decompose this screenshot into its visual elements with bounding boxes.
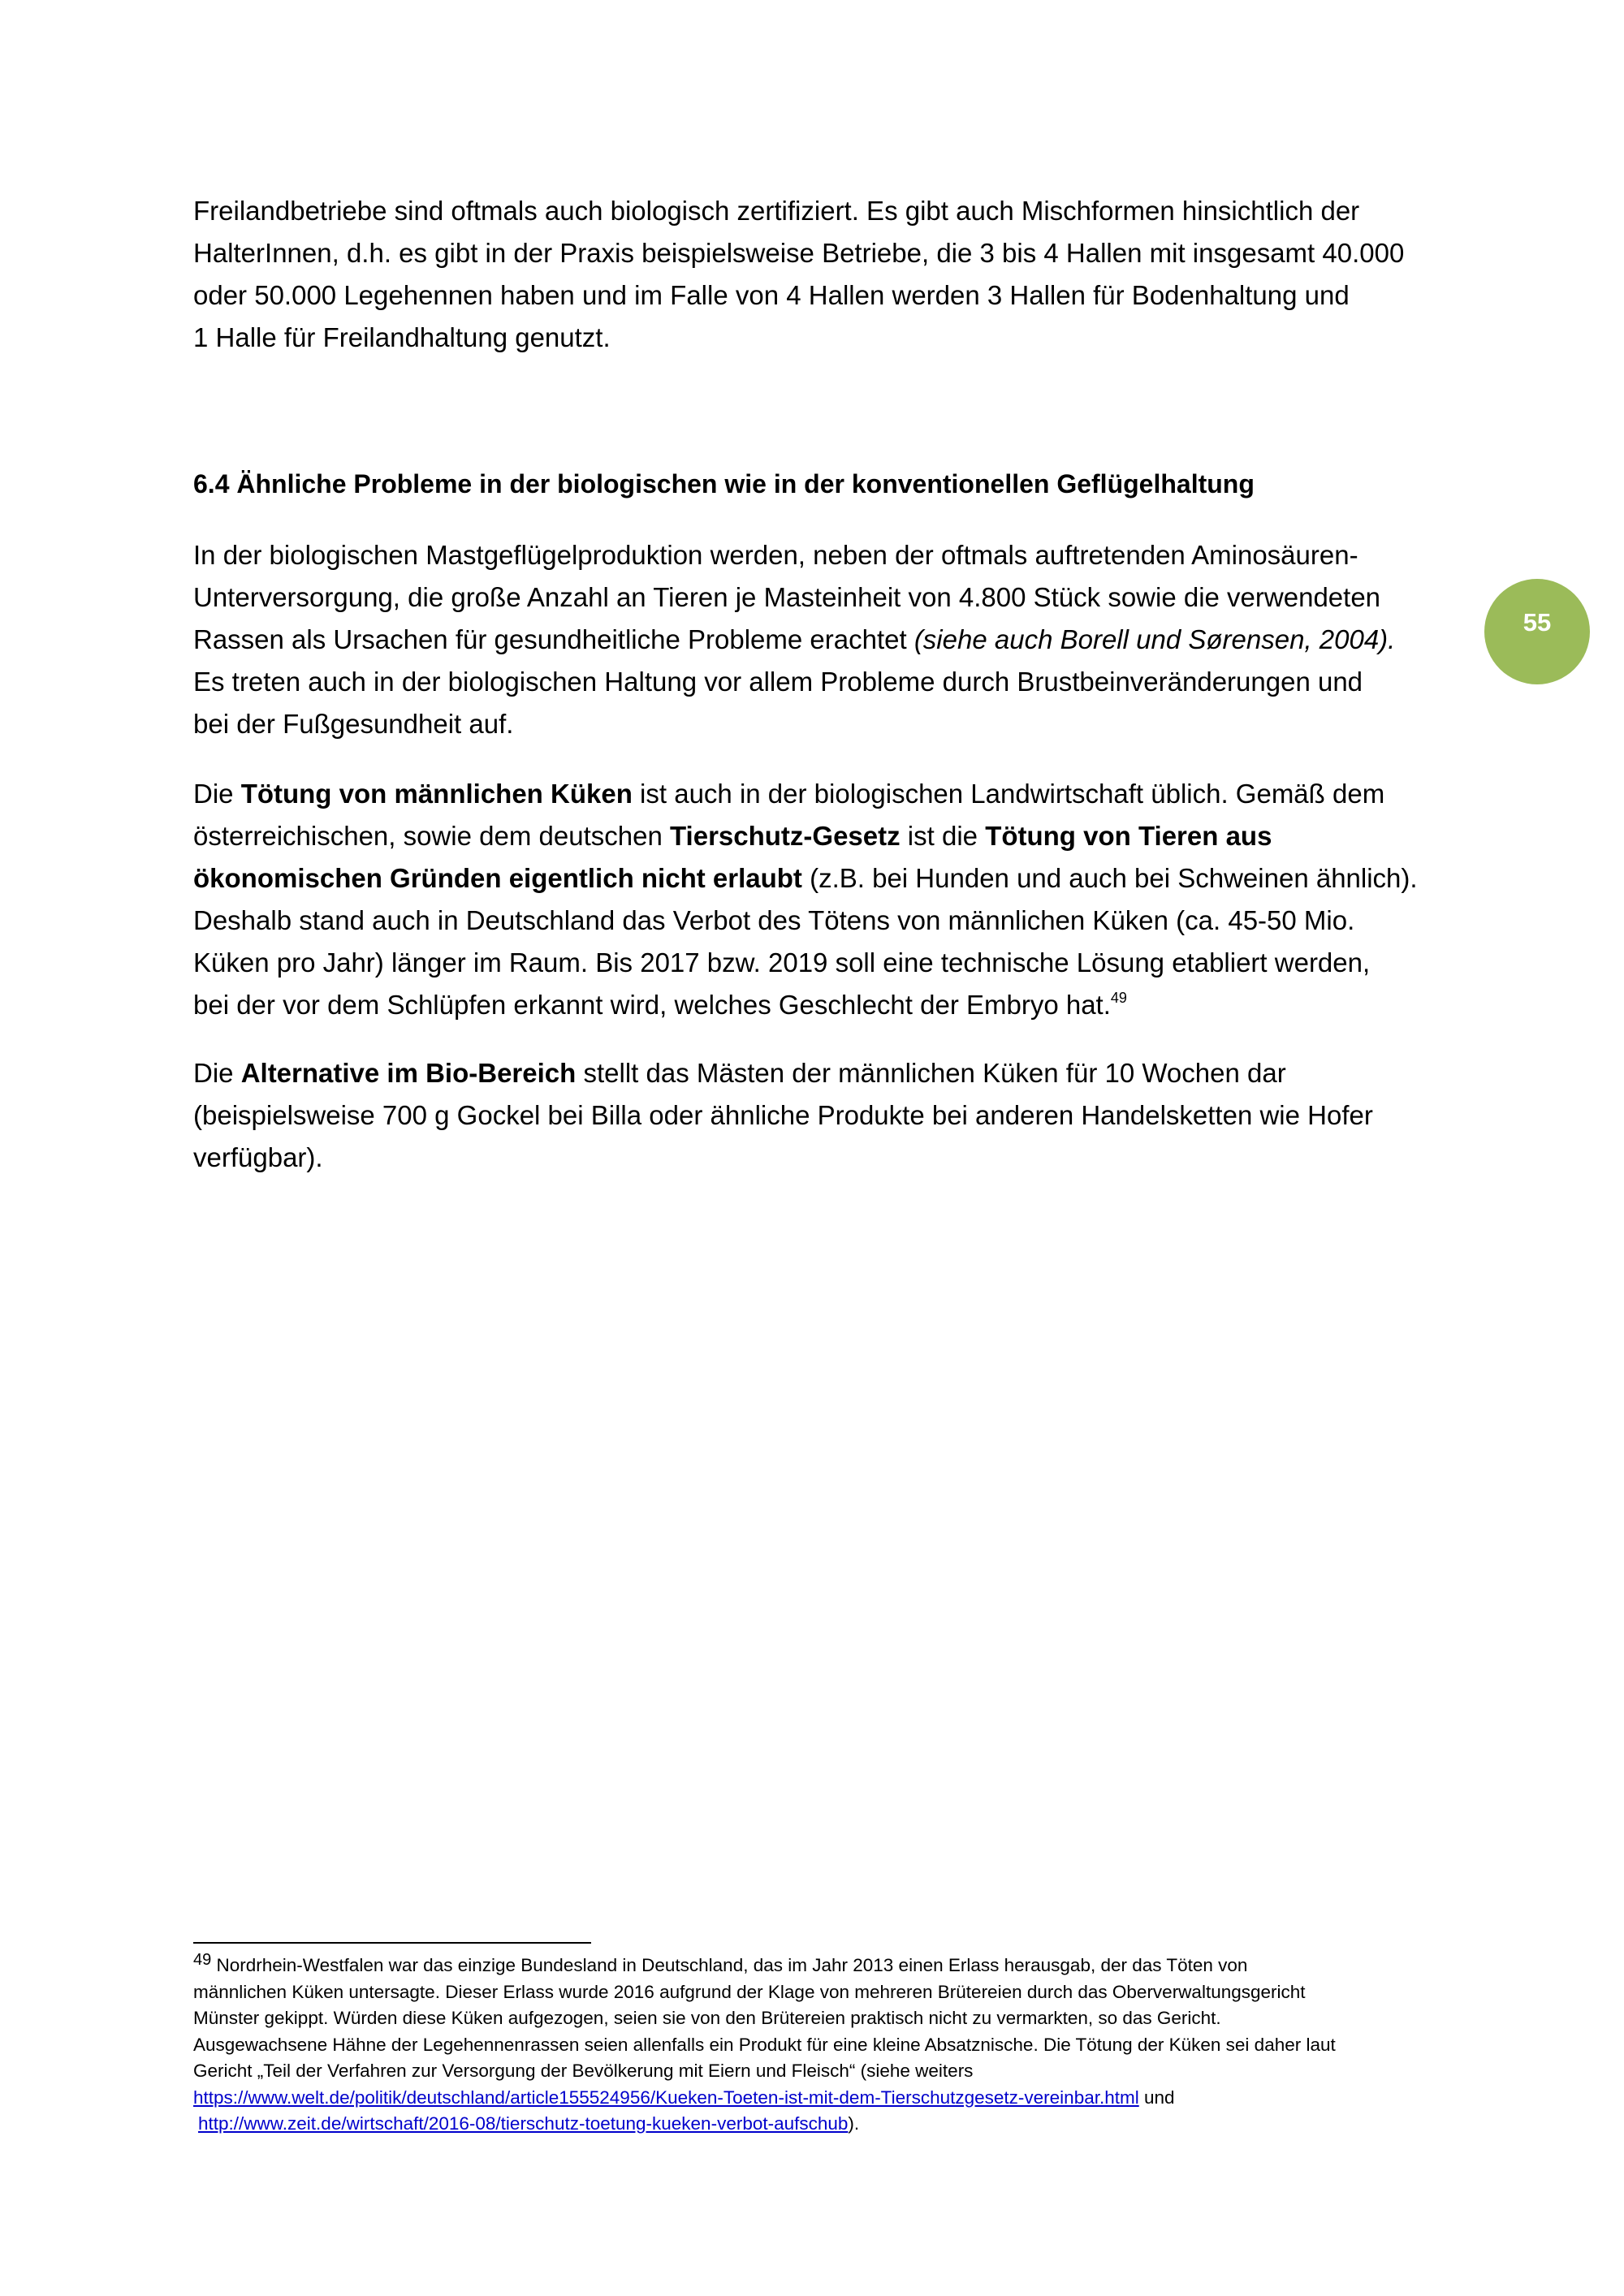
- text-run: ist auch in der biologischen Landwirtschaft üblich. Gemäß dem: [632, 779, 1385, 809]
- bold-run: Alternative im Bio-Bereich: [240, 1058, 577, 1088]
- paragraph-2: [193, 773, 1452, 1026]
- footnote-line: Ausgewachsene Hähne der Legehennenrassen seien allenfalls ein Produkt für eine kleine Absatznische. Die Tötung der Küken sei daher laut: [193, 2034, 1336, 2055]
- para3-line: [193, 1052, 1452, 1094]
- footnote-line: [193, 2085, 1460, 2112]
- para1-line: [193, 619, 1452, 661]
- para2-line: [193, 857, 1452, 900]
- intro-line: oder 50.000 Legehennen haben und im Falle von 4 Hallen werden 3 Hallen für Bodenhaltung und: [193, 280, 1350, 310]
- paragraph-1: [193, 534, 1452, 745]
- footnote-line: männlichen Küken untersagte. Dieser Erlass wurde 2016 aufgrund der Klage von mehreren Brütereien durch das Oberverwaltungsgericht: [193, 1981, 1306, 2002]
- text-run: österreichischen, sowie dem deutschen: [193, 821, 670, 851]
- bold-run: Tierschutz-Gesetz: [669, 821, 901, 851]
- bold-run: Tötung von Tieren aus: [985, 821, 1272, 851]
- zeit-link[interactable]: http://www.zeit.de/wirtschaft/2016-08/tierschutz-toetung-kueken-verbot-aufschub: [198, 2113, 849, 2134]
- citation: (siehe auch Borell und Sørensen, 2004).: [914, 624, 1396, 654]
- para1-text: Rassen als Ursachen für gesundheitliche Probleme erachtet: [193, 624, 914, 654]
- para1-line: bei der Fußgesundheit auf.: [193, 709, 514, 739]
- para3-line: (beispielsweise 700 g Gockel bei Billa oder ähnliche Produkte bei anderen Handelsketten wie Hofer: [193, 1100, 1373, 1130]
- footnote-line: [193, 2111, 1460, 2138]
- para2-line: [193, 773, 1452, 815]
- text-run: und: [1138, 2087, 1175, 2108]
- footnote-line: Gericht „Teil der Verfahren zur Versorgung der Bevölkerung mit Eiern und Fleisch“ (siehe weiters: [193, 2061, 974, 2081]
- intro-line: HalterInnen, d.h. es gibt in der Praxis beispielsweise Betriebe, die 3 bis 4 Hallen mit insgesamt 40.000: [193, 238, 1405, 268]
- section-heading: 6.4 Ähnliche Probleme in der biologischen wie in der konventionellen Geflügelhaltung: [193, 469, 1255, 498]
- text-run: Die: [193, 1058, 241, 1088]
- paragraph-3: [193, 1052, 1452, 1179]
- footnote-divider: [193, 1942, 591, 1944]
- intro-line: 1 Halle für Freilandhaltung genutzt.: [193, 322, 611, 352]
- intro-paragraph: [193, 190, 1452, 359]
- footnote-line: [193, 1953, 1460, 1979]
- para3-line: verfügbar).: [193, 1142, 323, 1172]
- text-run: Die: [193, 779, 241, 809]
- bold-run: ökonomischen Gründen eigentlich nicht erlaubt: [193, 863, 802, 893]
- footnote: [193, 1953, 1460, 2138]
- para2-line: [193, 984, 1452, 1026]
- para2-line: [193, 815, 1452, 857]
- page-number: 55: [1522, 608, 1552, 637]
- footnote-reference[interactable]: 49: [1110, 990, 1127, 1006]
- text-run: ist die: [900, 821, 986, 851]
- para1-line: Es treten auch in der biologischen Haltung vor allem Probleme durch Brustbeinveränderungen und: [193, 667, 1363, 697]
- page-number-badge: [1484, 579, 1590, 684]
- welt-link[interactable]: https://www.welt.de/politik/deutschland/article155524956/Kueken-Toeten-ist-mit-dem-Tierschutzgesetz-vereinbar.html: [193, 2087, 1139, 2108]
- text-run: ).: [848, 2113, 860, 2134]
- text-run: stellt das Mästen der männlichen Küken für 10 Wochen dar: [576, 1058, 1286, 1088]
- para1-line: Unterversorgung, die große Anzahl an Tieren je Masteinheit von 4.800 Stück sowie die verwendeten: [193, 582, 1381, 612]
- footnote-number: 49: [193, 1951, 212, 1969]
- text-run: Nordrhein-Westfalen war das einzige Bundesland in Deutschland, das im Jahr 2013 einen Erlass herausgab, der das Töten von: [211, 1955, 1248, 1975]
- footnote-line: Münster gekippt. Würden diese Küken aufgezogen, seien sie von den Brütereien praktisch nicht zu vermarkten, so das Gericht.: [193, 2008, 1221, 2028]
- para2-line: Küken pro Jahr) länger im Raum. Bis 2017 bzw. 2019 soll eine technische Lösung etabliert werden,: [193, 947, 1371, 978]
- text-run: (z.B. bei Hunden und auch bei Schweinen ähnlich).: [801, 863, 1418, 893]
- text-run: bei der vor dem Schlüpfen erkannt wird, welches Geschlecht der Embryo hat.: [193, 990, 1111, 1020]
- intro-line: Freilandbetriebe sind oftmals auch biologisch zertifiziert. Es gibt auch Mischformen hinsichtlich der: [193, 196, 1360, 226]
- bold-run: Tötung von männlichen Küken: [240, 779, 633, 809]
- para1-line: In der biologischen Mastgeflügelproduktion werden, neben der oftmals auftretenden Aminosäuren-: [193, 540, 1358, 570]
- para2-line: Deshalb stand auch in Deutschland das Verbot des Tötens von männlichen Küken (ca. 45-50 Mio.: [193, 905, 1355, 935]
